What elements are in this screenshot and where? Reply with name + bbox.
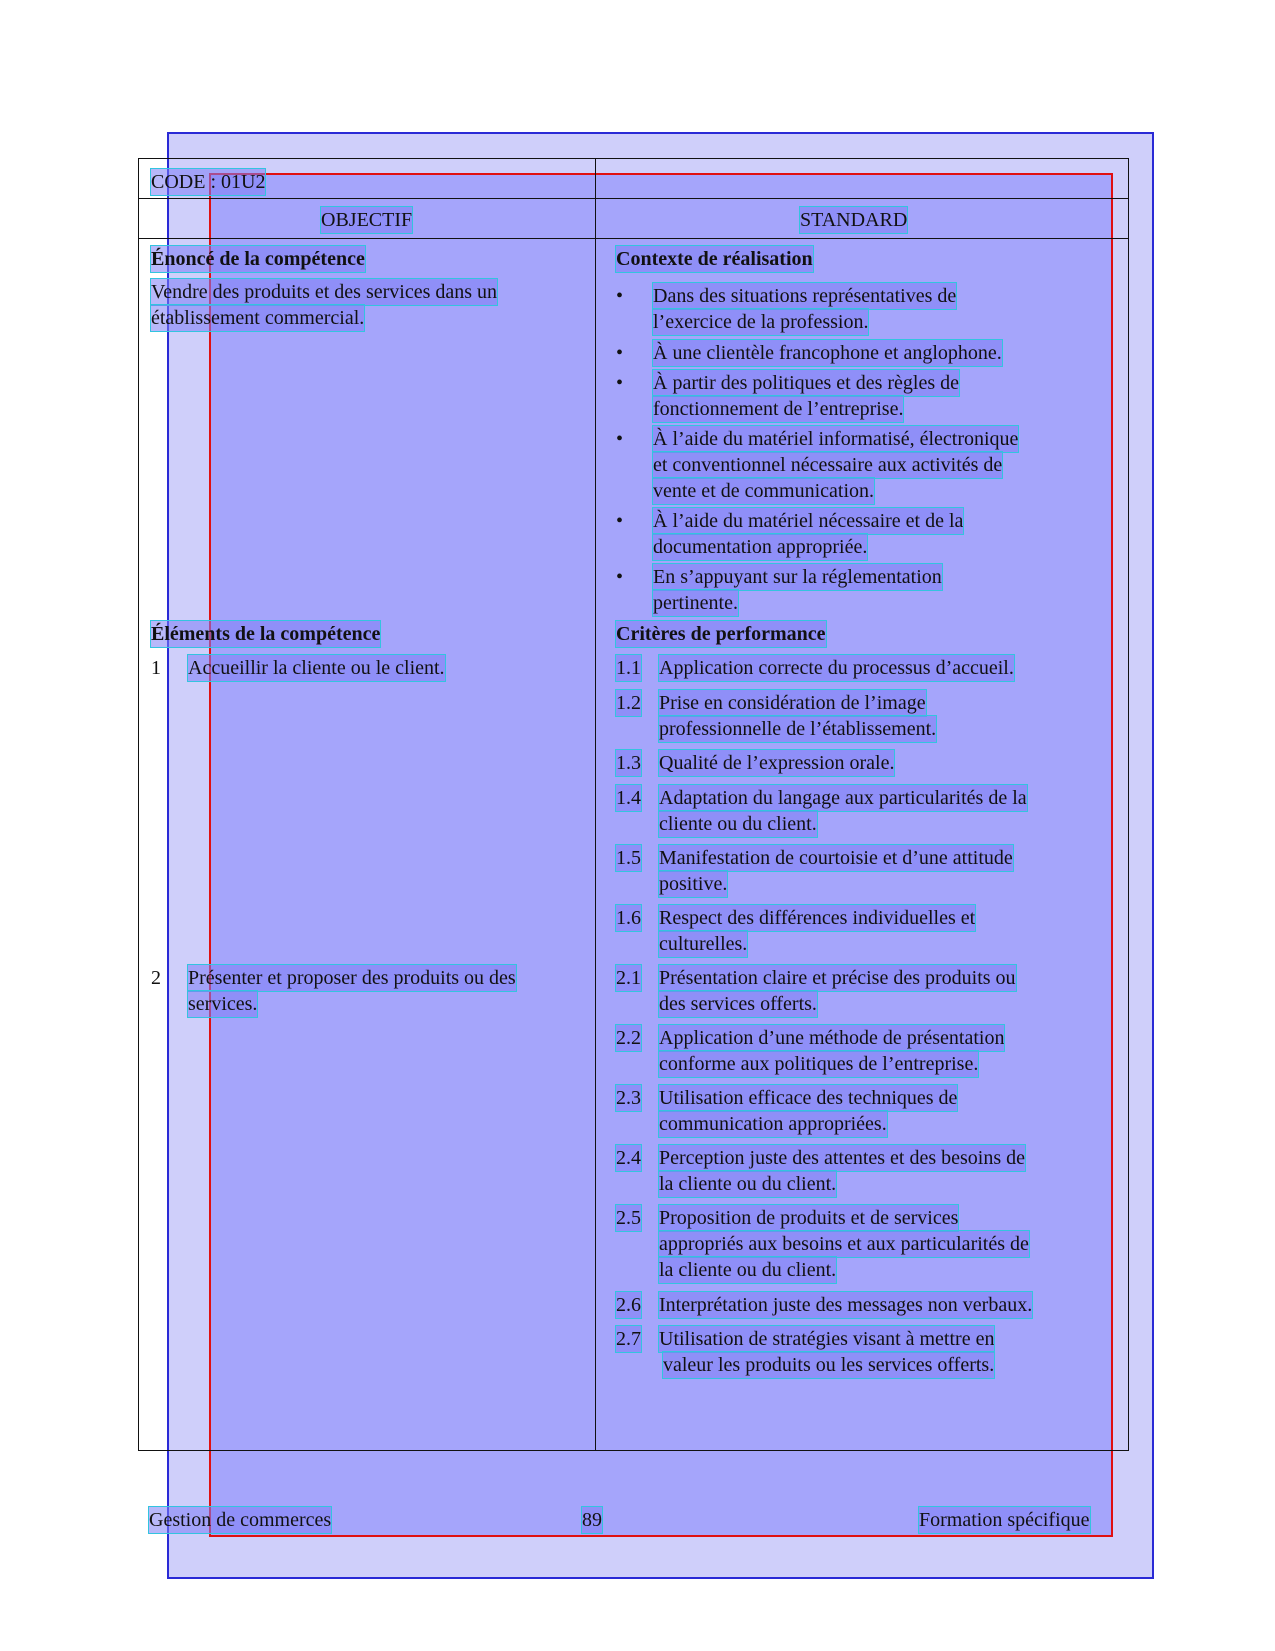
element-text: Accueillir la cliente ou le client. (188, 657, 445, 679)
contexte-item: pertinente. (653, 592, 738, 614)
critere-text: Respect des différences individuelles et (659, 907, 976, 929)
critere-number: 2.4 (616, 1147, 641, 1169)
critere-text: conforme aux politiques de l’entreprise. (659, 1053, 979, 1075)
footer-right: Formation spécifique (919, 1509, 1090, 1531)
contexte-item: À l’aide du matériel informatisé, électronique (653, 428, 1019, 450)
contexte-item: En s’appuyant sur la réglementation (653, 566, 942, 588)
footer-left: Gestion de commerces (149, 1509, 332, 1531)
criteres-title: Critères de performance (616, 623, 826, 645)
critere-text: la cliente ou du client. (659, 1259, 837, 1281)
contexte-item: l’exercice de la profession. (653, 311, 869, 333)
bullet-icon: • (616, 342, 624, 364)
code-label: CODE : 01U2 (151, 171, 266, 193)
critere-text: positive. (659, 873, 728, 895)
contexte-item: et conventionnel nécessaire aux activités de (653, 454, 1003, 476)
contexte-item: vente et de communication. (653, 480, 875, 502)
critere-text: Présentation claire et précise des produits ou (659, 967, 1016, 989)
objectif-header: OBJECTIF (321, 209, 413, 231)
critere-text: Manifestation de courtoisie et d’une attitude (659, 847, 1013, 869)
table-column-divider (595, 158, 596, 1451)
contexte-item: À l’aide du matériel nécessaire et de la (653, 510, 964, 532)
bullet-icon: • (616, 285, 624, 307)
contexte-item: fonctionnement de l’entreprise. (653, 398, 904, 420)
element-number: 1 (151, 657, 161, 679)
bullet-icon: • (616, 566, 624, 588)
critere-text: Application d’une méthode de présentation (659, 1027, 1005, 1049)
contexte-title: Contexte de réalisation (616, 248, 813, 270)
enonce-line: Vendre des produits et des services dans un (151, 281, 498, 303)
table-rule-top (138, 198, 1129, 199)
contexte-item: documentation appropriée. (653, 536, 868, 558)
critere-number: 2.7 (616, 1328, 641, 1350)
critere-text: la cliente ou du client. (659, 1173, 837, 1195)
bullet-icon: • (616, 510, 624, 532)
critere-text: Adaptation du langage aux particularités de la (659, 787, 1027, 809)
critere-text: valeur les produits ou les services offerts. (663, 1354, 995, 1376)
critere-number: 1.6 (616, 907, 641, 929)
enonce-title: Énoncé de la compétence (151, 248, 365, 270)
critere-number: 1.3 (616, 752, 641, 774)
critere-number: 2.2 (616, 1027, 641, 1049)
table-rule-header (138, 238, 1129, 239)
critere-text: Qualité de l’expression orale. (659, 752, 895, 774)
element-text: services. (188, 993, 258, 1015)
critere-text: communication appropriées. (659, 1113, 887, 1135)
critere-text: culturelles. (659, 933, 748, 955)
critere-number: 1.2 (616, 692, 641, 714)
contexte-item: À une clientèle francophone et anglophone. (653, 342, 1002, 364)
critere-text: Perception juste des attentes et des besoins de (659, 1147, 1026, 1169)
bullet-icon: • (616, 428, 624, 450)
element-number: 2 (151, 967, 161, 989)
contexte-item: Dans des situations représentatives de (653, 285, 957, 307)
critere-number: 2.5 (616, 1207, 641, 1229)
critere-number: 1.5 (616, 847, 641, 869)
contexte-item: À partir des politiques et des règles de (653, 372, 960, 394)
element-text: Présenter et proposer des produits ou des (188, 967, 516, 989)
enonce-line: établissement commercial. (151, 307, 365, 329)
critere-text: Proposition de produits et de services (659, 1207, 959, 1229)
critere-number: 2.6 (616, 1294, 641, 1316)
critere-text: cliente ou du client. (659, 813, 817, 835)
critere-number: 1.4 (616, 787, 641, 809)
critere-number: 1.1 (616, 657, 641, 679)
critere-text: des services offerts. (659, 993, 817, 1015)
critere-text: Interprétation juste des messages non verbaux. (659, 1294, 1033, 1316)
critere-text: Utilisation de stratégies visant à mettre en (659, 1328, 995, 1350)
critere-number: 2.1 (616, 967, 641, 989)
critere-text: appropriés aux besoins et aux particularités de (659, 1233, 1029, 1255)
critere-text: Prise en considération de l’image (659, 692, 926, 714)
critere-text: Application correcte du processus d’accueil. (659, 657, 1014, 679)
critere-number: 2.3 (616, 1087, 641, 1109)
bullet-icon: • (616, 372, 624, 394)
standard-header: STANDARD (800, 209, 908, 231)
page-number: 89 (582, 1509, 602, 1531)
elements-title: Éléments de la compétence (151, 623, 381, 645)
critere-text: Utilisation efficace des techniques de (659, 1087, 958, 1109)
critere-text: professionnelle de l’établissement. (659, 718, 937, 740)
